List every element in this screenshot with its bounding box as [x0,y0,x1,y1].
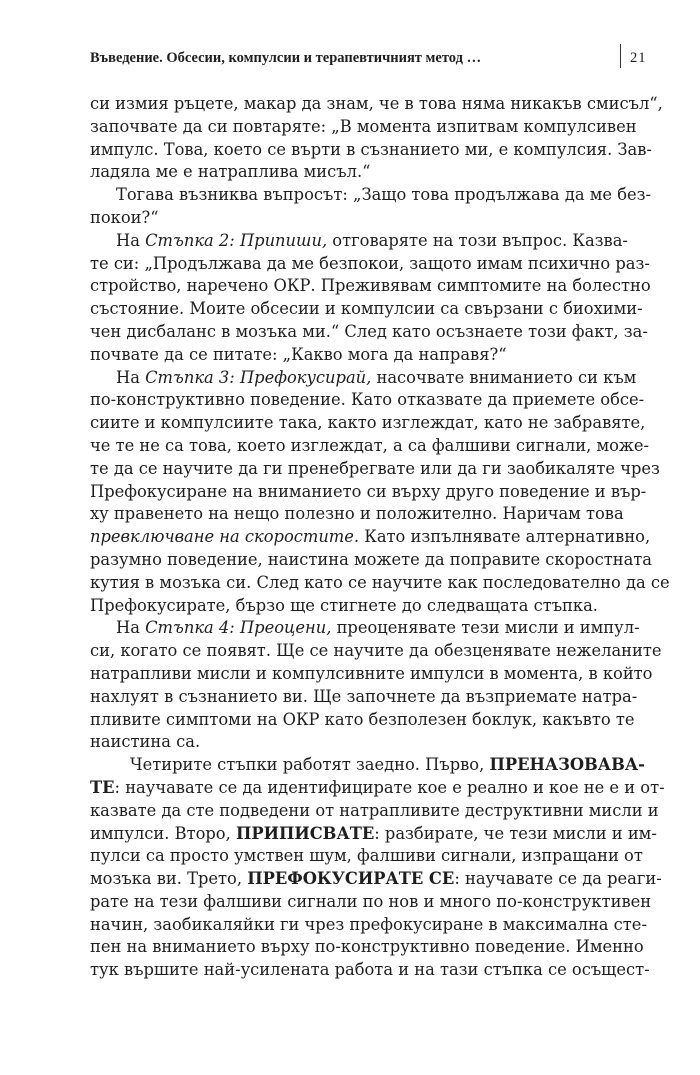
text-line [90,617,640,640]
text-line [90,800,659,823]
text-run: насочвате вниманието си към [371,367,637,387]
text-run: покои?“ [90,207,159,227]
running-header [90,44,650,70]
text-run: кутия в мозъка си. След като се научите как последователно да се [90,572,670,592]
text-line [90,914,647,937]
text-run: разумно поведение, наистина можете да поправите скоростната [90,549,652,569]
text-line [90,709,635,732]
text-run: нахлуят в съзнанието ви. Ще започнете да възприемате натра- [90,686,638,706]
text-run: че те не са това, което изглеждат, а са фалшиви сигнали, може- [90,435,650,455]
body-text [90,93,670,982]
text-run: пулси са просто умствен шум, фалшиви сигнали, изпращани от [90,846,643,866]
text-line [90,139,652,162]
text-run: пливите симптоми на ОКР като безполезен боклук, какъвто те [90,709,635,729]
text-line [90,298,643,321]
text-line [90,936,644,959]
text-run: преоценявате тези мисли и импул- [331,618,640,638]
text-run: пен на вниманието върху по-конструктивно поведение. Именно [90,937,644,957]
text-run: казвате да сте подведени от натрапливите деструктивни мисли и [90,800,659,820]
text-run: сиите и компулсиите така, както изглеждат, като не забравяте, [90,413,646,433]
text-line [90,503,624,526]
text-line [90,640,662,663]
text-run: ладяла ме е натрапливa мисъл.“ [90,162,371,182]
italic-text: Стъпка 3: Префокусирай, [145,367,372,387]
text-run: отговаряте на този въпрос. Казва- [327,230,628,250]
italic-text: Стъпка 4: Преоцени, [145,618,332,638]
text-line [90,207,616,230]
text-line [90,161,616,184]
text-line [90,184,652,207]
text-run: започвате да си повтаряте: „В момента изпитвам компулсивен [90,116,637,136]
text-run: натрапливи мисли и компулсивните импулси в момента, в който [90,663,653,683]
text-run: : разбирате, че тези мисли и им- [374,823,657,843]
text-line [90,389,645,412]
text-run: почвате да се питате: „Какво мога да направя?“ [90,344,507,364]
bold-text: ПРЕНАЗОВАВА- [489,755,645,775]
text-run: тук вършите най-усилената работа и на тази стъпка се осъщест- [90,960,650,980]
text-line [90,230,628,253]
text-run: : научавате се да реаги- [454,869,662,889]
text-line [90,116,637,139]
header-divider [620,44,621,68]
text-line [90,959,650,982]
text-run: мозъка ви. Трето, [90,869,248,889]
text-run: Тогава възниква въпросът: „Защо това продължава да ме без- [116,185,652,205]
text-line [90,412,646,435]
text-run: ху правенето на нещо полезно и положително. Наричам това [90,504,624,524]
text-line [90,663,653,686]
text-run: си, когато се появят. Ще се научите да обезценявате нежеланите [90,641,662,661]
text-run: импулс. Това, което се върти в съзнанието ми, е компулсия. Зав- [90,139,652,159]
text-run: Като изпълнявате алтернативно, [359,527,651,547]
text-line [90,572,670,595]
text-line [90,549,652,572]
text-run: състояние. Моите обсесии и компулсии са свързани с биохими- [90,299,643,319]
text-line [90,367,637,390]
page-number: 21 [630,50,647,66]
bold-text: ПРИПИСВАТЕ [235,823,375,843]
text-run: На [116,230,146,250]
text-run: : научавате се да идентифицирате кое е реално и кое не е и от- [114,777,665,797]
text-line [90,458,660,481]
text-run: си измия ръцете, макар да знам, че в това няма никакъв смисъл“, [90,94,663,113]
text-run: Префокусиране на вниманието си върху друго поведение и вър- [90,481,647,501]
italic-text: превключване на скоростите. [90,527,360,547]
text-line [90,595,616,618]
text-run: те си: „Продължава да ме безпокои, защото имам психично раз- [90,253,650,273]
text-run: рате на тези фалшиви сигнали по нов и много по-конструктивен [90,891,652,911]
text-run: Четирите стъпки работят заедно. Първо, [130,755,490,775]
text-line [90,868,662,891]
text-run: по-конструктивно поведение. Като отказвате да приемете обсе- [90,390,645,410]
chapter-title: Въведение. Обсесии, компулсии и терапевтичният метод … [90,50,482,66]
text-line [90,686,638,709]
text-line [90,754,645,777]
text-line [90,344,616,367]
text-run: начин, заобикаляйки ги чрез префокусиране в максимална сте- [90,914,647,934]
text-run: На [116,367,146,387]
text-run: стройство, наречено ОКР. Преживявам симптомите на болестно [90,276,651,296]
text-line [90,481,647,504]
text-run: те да се научите да ги пренебрегвате или да ги заобикаляте чрез [90,458,660,478]
text-line [90,823,657,846]
bold-text: ПРЕФОКУСИРАТЕ СЕ [247,869,455,889]
text-line [90,891,652,914]
text-line [90,435,650,458]
text-run: На [116,618,146,638]
bold-text: ТЕ [90,777,115,797]
text-line [90,526,651,549]
text-line [90,845,643,868]
text-line [90,275,651,298]
text-line [90,731,616,754]
text-run: наистина са. [90,732,201,752]
text-run: импулси. Второ, [90,823,236,843]
text-run: чен дисбаланс в мозъка ми.“ След като осъзнаете този факт, за- [90,321,648,341]
text-line [90,93,663,116]
text-line [90,253,650,276]
text-line [90,777,665,800]
text-run: Префокусирате, бързо ще стигнете до следващата стъпка. [90,595,598,615]
text-line [90,321,648,344]
italic-text: Стъпка 2: Припиши, [145,230,328,250]
